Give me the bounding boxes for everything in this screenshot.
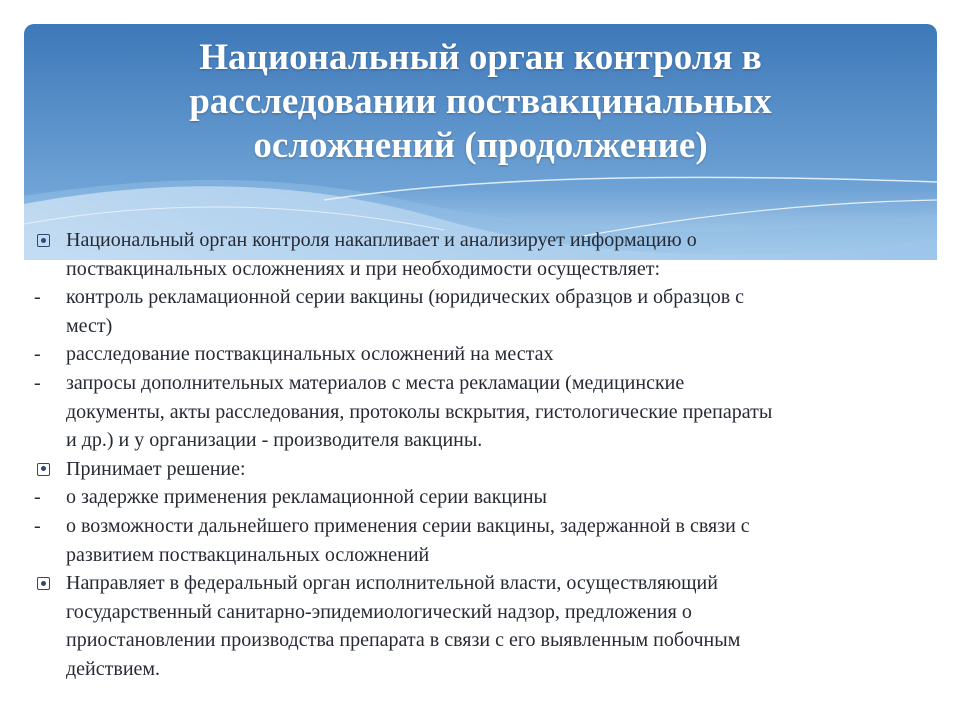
- dash-item: [30, 512, 930, 569]
- item-text-line: документы, акты расследования, протоколы вскрытия, гистологические препараты: [66, 400, 773, 423]
- slide-body: [30, 226, 930, 684]
- item-text-line: о возможности дальнейшего применения серии вакцины, задержанной в связи с: [66, 514, 750, 537]
- item-text-line: и др.) и у организации - производителя вакцины.: [66, 429, 483, 452]
- square-bullet-icon: [30, 455, 66, 485]
- item-text-line: приостановлении производства препарата в связи с его выявленным побочным: [66, 629, 741, 652]
- dash-marker: -: [34, 371, 41, 394]
- square-bullet-icon: [37, 463, 50, 476]
- dash-item: [30, 340, 930, 369]
- slide-title: [24, 36, 937, 168]
- item-text-line: действием.: [66, 657, 161, 680]
- item-text-line: Национальный орган контроля накапливает и анализирует информацию о: [66, 229, 697, 251]
- dash-marker: -: [34, 286, 41, 309]
- bullet-item: [30, 226, 930, 283]
- item-text-line: запросы дополнительных материалов с места рекламации (медицинские: [66, 371, 685, 394]
- dash-item: [30, 483, 930, 512]
- square-bullet-icon: [30, 226, 66, 256]
- item-text-line: Принимает решение:: [66, 457, 246, 480]
- bullet-item: [30, 569, 930, 683]
- dash-item: [30, 369, 930, 455]
- dash-marker: -: [34, 343, 41, 366]
- dash-item: [30, 283, 930, 340]
- square-bullet-icon: [30, 569, 66, 599]
- square-bullet-icon: [37, 577, 50, 590]
- item-text-line: мест): [66, 314, 113, 337]
- item-text-line: поствакцинальных осложнениях и при необходимости осуществляет:: [66, 257, 661, 280]
- square-bullet-icon: [37, 234, 50, 247]
- title-line: Национальный орган контроля в: [199, 37, 762, 78]
- item-text-line: контроль рекламационной серии вакцины (юридических образцов и образцов с: [66, 286, 745, 309]
- item-text-line: развитием поствакцинальных осложнений: [66, 543, 430, 566]
- item-text-line: государственный санитарно-эпидемиологический надзор, предложения о: [66, 600, 692, 623]
- title-line: осложнений (продолжение): [253, 125, 708, 166]
- item-text-line: о задержке применения рекламационной серии вакцины: [66, 486, 547, 509]
- dash-marker: -: [34, 486, 41, 509]
- bullet-item: [30, 455, 930, 484]
- item-text-line: расследование поствакцинальных осложнений на местах: [66, 343, 554, 366]
- item-text-line: Направляет в федеральный орган исполнительной власти, осуществляющий: [66, 572, 718, 595]
- dash-marker: -: [34, 514, 41, 537]
- title-line: расследовании поствакцинальных: [189, 81, 772, 122]
